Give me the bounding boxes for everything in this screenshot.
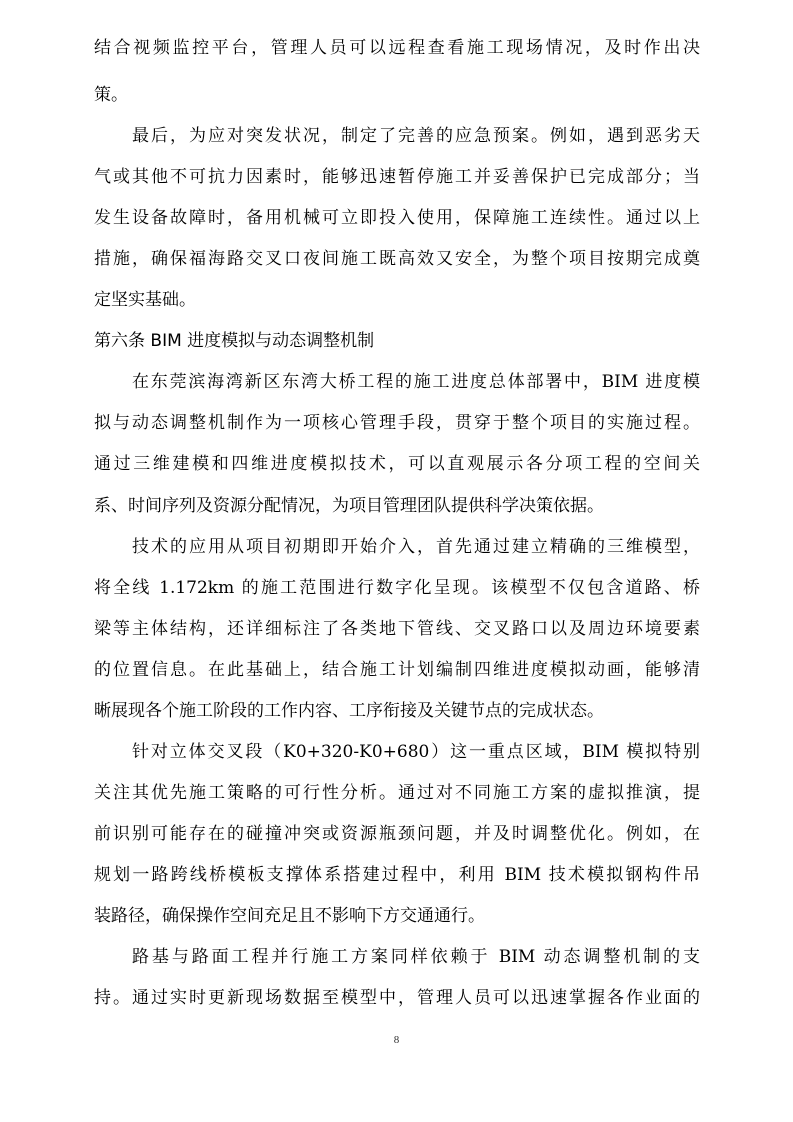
section-heading: 第六条 BIM 进度模拟与动态调整机制 <box>94 331 375 351</box>
paragraph-line: 晰展现各个施工阶段的工作内容、工序衔接及关键节点的完成状态。 <box>94 701 604 721</box>
paragraph-line: 梁等主体结构，还详细标注了各类地下管线、交叉路口以及周边环境要素 <box>94 619 700 639</box>
paragraph-line: 关注其优先施工策略的可行性分析。通过对不同施工方案的虚拟推演，提 <box>94 783 700 803</box>
paragraph-line: 前识别可能存在的碰撞冲突或资源瓶颈问题，并及时调整优化。例如，在 <box>94 824 700 844</box>
paragraph-line: 通过三维建模和四维进度模拟技术，可以直观展示各分项工程的空间关 <box>94 454 700 474</box>
paragraph-line: 在东莞滨海湾新区东湾大桥工程的施工进度总体部署中，BIM 进度模 <box>132 372 700 392</box>
paragraph-line: 技术的应用从项目初期即开始介入，首先通过建立精确的三维模型， <box>132 537 700 557</box>
paragraph-line: 将全线 1.172km 的施工范围进行数字化呈现。该模型不仅包含道路、桥 <box>94 578 700 598</box>
paragraph-line: 发生设备故障时，备用机械可立即投入使用，保障施工连续性。通过以上 <box>94 208 700 228</box>
paragraph-line: 装路径，确保操作空间充足且不影响下方交通通行。 <box>94 906 485 926</box>
paragraph-line: 拟与动态调整机制作为一项核心管理手段，贯穿于整个项目的实施过程。 <box>94 413 700 433</box>
paragraph-line: 路基与路面工程并行施工方案同样依赖于 BIM 动态调整机制的支 <box>132 947 700 967</box>
paragraph-line: 最后，为应对突发状况，制定了完善的应急预案。例如，遇到恶劣天 <box>132 126 700 146</box>
paragraph-line: 系、时间序列及资源分配情况，为项目管理团队提供科学决策依据。 <box>94 496 604 516</box>
page-number: 8 <box>393 1034 400 1046</box>
paragraph-line: 结合视频监控平台，管理人员可以远程查看施工现场情况，及时作出决 <box>94 38 700 58</box>
paragraph-line: 策。 <box>94 85 128 105</box>
paragraph-line: 持。通过实时更新现场数据至模型中，管理人员可以迅速掌握各作业面的 <box>94 988 700 1008</box>
paragraph-line: 针对立体交叉段（K0+320-K0+680）这一重点区域，BIM 模拟特别 <box>132 742 700 762</box>
paragraph-line: 气或其他不可抗力因素时，能够迅速暂停施工并妥善保护已完成部分；当 <box>94 167 700 187</box>
paragraph-line: 措施，确保福海路交叉口夜间施工既高效又安全，为整个项目按期完成奠 <box>94 249 700 269</box>
paragraph-line: 的位置信息。在此基础上，结合施工计划编制四维进度模拟动画，能够清 <box>94 660 700 680</box>
paragraph-line: 规划一路跨线桥模板支撑体系搭建过程中，利用 BIM 技术模拟钢构件吊 <box>94 865 700 885</box>
paragraph-line: 定坚实基础。 <box>94 290 196 310</box>
